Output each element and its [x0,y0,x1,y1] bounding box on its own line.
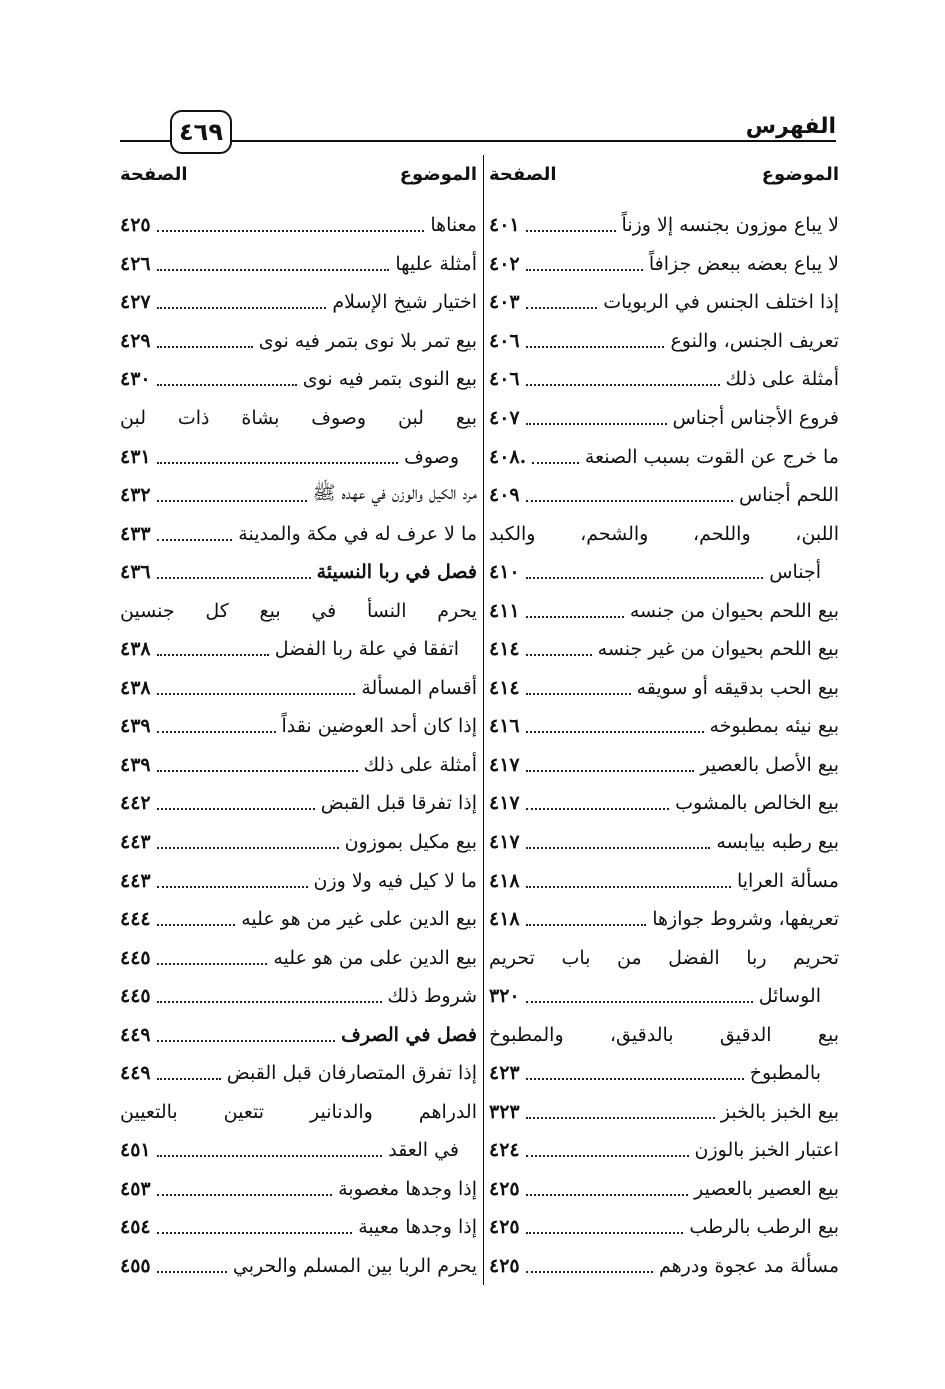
entry-page-number: ٤١٤ [489,676,520,699]
entry-page-number: ٤١١ [489,599,520,622]
page-heading: الصفحة [120,164,188,185]
entry-page-number: ٤١٨ [489,908,520,931]
entry-page-number: ٤٢٣ [489,1062,520,1085]
dot-leader [526,307,598,309]
dot-leader [157,462,399,464]
header-rule-left [120,140,170,142]
entry-page-number: ٤٢٤ [489,1139,520,1162]
entry-topic: ما خرج عن القوت بسبب الصنعة [584,445,839,468]
entry-page-number: ٤١٦ [489,715,520,738]
index-column-left [120,160,477,1285]
index-entry [120,861,477,900]
entry-topic: أمثلة عليها [395,252,477,275]
entry-topic: مسألة العرايا [736,869,839,892]
index-column-right [489,160,839,1285]
index-entry [120,784,477,823]
dot-leader [526,384,720,386]
entry-topic: اختيار شيخ الإسلام [332,291,477,314]
entry-topic: فصل في الصرف [341,1023,477,1046]
entry-topic: وصوف [404,445,459,468]
entry-topic: إذا كان أحد العوضين نقداً [281,715,477,738]
dot-leader [157,500,307,502]
entry-page-number: ٤٢٥ [120,214,151,237]
dot-leader [526,654,592,656]
entry-page-number: ٤٢٥ [489,1255,520,1278]
dot-leader [526,1271,653,1273]
entry-page-number: ٤٣٢ [120,484,151,507]
index-entry [489,1054,839,1093]
dot-leader [532,462,579,464]
dot-leader [157,230,425,232]
entry-page-number: ٤٥٥ [120,1255,151,1278]
index-entry [120,437,477,476]
page-title: الفهرس [745,114,836,139]
index-entry [120,1247,477,1286]
entry-topic: في العقد [388,1139,459,1162]
index-entry [489,938,839,977]
entry-page-number: ٤٠٦ [489,329,520,352]
entry-page-number: ٤٤٣ [120,831,151,854]
entry-page-number: ٤٣٩ [120,715,151,738]
entry-page-number: ٤١٨ [489,869,520,892]
dot-leader [157,693,356,695]
entry-page-number: ٤٢٥ [489,1216,520,1239]
entry-topic: مرد الكيل والوزن في عهده ﷺ [312,482,477,505]
dot-leader [526,1155,689,1157]
entry-page-number: ٤٤٩ [120,1023,151,1046]
entry-topic: فصل في ربا النسيئة [316,561,477,584]
index-entry [489,437,839,476]
index-entry [489,245,839,284]
entry-page-number: ٤١٧ [489,792,520,815]
entry-topic: بيع الرطب بالرطب [689,1216,839,1239]
entry-topic: فروع الأجناس أجناس [672,407,839,429]
entry-page-number: ٤٠٩ [489,484,520,507]
entry-page-number: ٤٣١ [120,445,151,468]
dot-leader [526,346,665,348]
entry-topic: إذا وجدها مغصوبة [338,1177,477,1200]
dot-leader [157,1040,336,1042]
index-entry [489,977,839,1016]
index-entry [489,900,839,939]
entry-page-number: ٤٤٢ [120,792,151,815]
index-entry [489,322,839,361]
entry-topic: بيع النوى بتمر فيه نوى [302,368,477,391]
column-header [489,160,839,206]
index-entry [489,1015,839,1054]
entry-page-number: ٣٢٣ [489,1100,520,1123]
entry-topic: يحرم الربا بين المسلم والحربي [232,1255,477,1278]
dot-leader [157,269,390,271]
entry-page-number: ٤٠٧ [489,407,520,429]
entry-topic: لا يباع موزون بجنسه إلا وزناً [621,214,839,237]
index-entry [120,1054,477,1093]
index-entry [120,360,477,399]
dot-leader [157,1078,221,1080]
entry-page-number: ٤١٤ [489,638,520,661]
index-entry [120,206,477,245]
page-header [120,100,836,150]
dot-leader [157,654,269,656]
index-entry [120,283,477,322]
entry-page-number: ٤٣٣ [120,522,151,545]
topic-heading: الموضوع [761,164,839,185]
entry-topic: بيع الدين على من هو عليه [273,946,477,969]
index-entry [120,1015,477,1054]
entry-topic: يحرم النسأ في بيع كل جنسين [120,599,477,622]
entry-topic: بيع الخبز بالخبز [720,1100,839,1123]
index-entry [489,861,839,900]
index-entry [489,399,839,438]
index-entry [489,514,839,553]
dot-leader [157,731,276,733]
index-entry [120,1093,477,1132]
index-entry [120,1170,477,1209]
index-entry [489,630,839,669]
dot-leader [157,577,311,579]
page-heading: الصفحة [489,164,557,185]
dot-leader [526,577,764,579]
dot-leader [526,693,631,695]
dot-leader [526,808,669,810]
entry-page-number: ٣٢٠ [489,985,520,1008]
entry-topic: الوسائل [758,985,821,1008]
entry-topic: لا يباع بعضه ببعض جزافاً [648,252,839,275]
entry-topic: بيع الدين على غير من هو عليه [241,908,477,931]
index-entry [489,1170,839,1209]
entry-topic: إذا تفرق المتصارفان قبل القبض [226,1062,477,1085]
entry-topic: بيع اللحم بحيوان من غير جنسه [597,638,839,661]
entry-page-number: ٤٤٣ [120,869,151,892]
index-entry [489,823,839,862]
index-entry [120,900,477,939]
entry-topic: بالمطبوخ [749,1062,821,1085]
entry-page-number: ٤٠١ [489,214,520,237]
dot-leader [526,616,624,618]
entry-topic: إذا وجدها معيبة [358,1216,477,1239]
index-entry [489,1208,839,1247]
entry-topic: أجناس [769,561,821,584]
index-entry [489,591,839,630]
page-number: ٤٦٩ [170,110,232,154]
index-entry [120,977,477,1016]
header-rule [230,140,836,142]
entry-page-number: ٤٣٠ [120,368,151,391]
entry-topic: اتفقا في علة ربا الفضل [274,638,459,661]
entry-topic: بيع لبن وصوف بشاة ذات لبن [120,407,477,429]
entry-topic: أمثلة على ذلك [725,368,839,391]
topic-heading: الموضوع [399,164,477,185]
index-entry [489,476,839,515]
index-entry [120,476,477,515]
dot-leader [526,269,643,271]
entry-topic: بيع الدقيق بالدقيق، والمطبوخ [489,1023,839,1046]
index-entry [489,1131,839,1170]
entry-topic: بيع العصير بالعصير [694,1177,839,1200]
index-entry [120,938,477,977]
entry-page-number: ٤٠٦ [489,368,520,391]
index-entry [120,746,477,785]
dot-leader [526,1232,684,1234]
dot-leader [526,1194,689,1196]
index-entry [489,283,839,322]
dot-leader [157,346,253,348]
index-entry [489,1247,839,1286]
index-entry [120,823,477,862]
entry-page-number: ٤١٠ [489,561,520,584]
index-entry [120,1208,477,1247]
index-entry [120,591,477,630]
entry-page-number: ٤٤٥ [120,946,151,969]
index-entry [489,1093,839,1132]
entry-topic: تحريم ربا الفضل من باب تحريم [489,946,839,969]
entry-page-number: ٤٣٦ [120,561,151,584]
entry-topic: بيع الخالص بالمشوب [675,792,839,815]
index-entry [489,669,839,708]
entry-page-number: ٤٣٨ [120,638,151,661]
dot-leader [526,886,731,888]
entry-topic: اللبن، واللحم، والشحم، والكبد [489,522,839,545]
index-entry [120,669,477,708]
dot-leader [526,847,711,849]
entry-topic: بيع اللحم بحيوان من جنسه [629,599,839,622]
entry-topic: ما لا عرف له في مكة والمدينة [238,522,477,545]
dot-leader [157,539,233,541]
entry-page-number: ٤٠٢ [489,252,520,275]
entry-page-number: ٤٠٣ [489,291,520,314]
entry-page-number: ٤١٧ [489,831,520,854]
index-list [489,206,839,1285]
column-header [120,160,477,206]
dot-leader [157,770,358,772]
entry-page-number: ٤١٧ [489,753,520,776]
index-entry [489,746,839,785]
index-entry [489,553,839,592]
entry-page-number: ٤٣٨ [120,676,151,699]
entry-page-number: ٤٢٩ [120,329,151,352]
entry-topic: بيع مكيل بموزون [344,831,477,854]
entry-page-number: ٤٥٣ [120,1177,151,1200]
dot-leader [157,1271,227,1273]
entry-page-number: ٤٣٩ [120,753,151,776]
dot-leader [157,924,236,926]
entry-page-number: ٤٤٤ [120,908,151,931]
entry-page-number: .٤٠٨ [489,445,527,468]
index-entry [120,553,477,592]
entry-topic: تعريفها، وشروط جوازها [652,908,839,931]
entry-topic: معناها [430,214,477,237]
entry-page-number: ٤٢٥ [489,1177,520,1200]
column-divider [483,155,484,1285]
index-entry [120,245,477,284]
entry-page-number: ٤٢٧ [120,291,151,314]
index-entry [120,1131,477,1170]
entry-topic: مسألة مد عجوة ودرهم [658,1255,839,1278]
dot-leader [526,423,667,425]
dot-leader [157,808,315,810]
entry-topic: بيع الحب بدقيقه أو سويقه [636,676,839,699]
dot-leader [526,1001,753,1003]
dot-leader [526,731,704,733]
dot-leader [157,1232,353,1234]
index-entry [120,514,477,553]
dot-leader [157,307,327,309]
dot-leader [526,770,695,772]
dot-leader [157,384,297,386]
entry-topic: أمثلة على ذلك [363,753,477,776]
entry-topic: بيع رطبه بيابسه [716,831,839,854]
entry-page-number: ٤٤٥ [120,985,151,1008]
index-entry [489,360,839,399]
dot-leader [157,1155,383,1157]
entry-page-number: ٤٥١ [120,1139,151,1162]
dot-leader [157,963,268,965]
entry-topic: إذا تفرقا قبل القبض [320,792,477,815]
entry-topic: اعتبار الخبز بالوزن [694,1139,839,1162]
dot-leader [526,1117,715,1119]
entry-topic: بيع تمر بلا نوى بتمر فيه نوى [258,329,477,352]
index-entry [120,630,477,669]
index-list [120,206,477,1285]
entry-topic: بيع الأصل بالعصير [700,753,839,776]
entry-page-number: ٤٢٦ [120,252,151,275]
dot-leader [526,230,616,232]
index-entry [489,707,839,746]
entry-page-number: ٤٥٤ [120,1216,151,1239]
entry-topic: شروط ذلك [387,985,477,1008]
entry-topic: إذا اختلف الجنس في الربويات [603,291,839,314]
dot-leader [157,1001,382,1003]
entry-topic: تعريف الجنس، والنوع [670,329,839,352]
index-entry [120,399,477,438]
entry-topic: الدراهم والدنانير تتعين بالتعيين [120,1100,477,1123]
entry-page-number: ٤٤٩ [120,1062,151,1085]
dot-leader [157,1194,332,1196]
index-entry [120,322,477,361]
dot-leader [526,1078,744,1080]
entry-topic: أقسام المسألة [361,676,477,699]
index-entry [489,206,839,245]
entry-topic: اللحم أجناس [738,484,839,507]
entry-topic: بيع نيئه بمطبوخه [709,715,839,738]
dot-leader [526,500,733,502]
entry-topic: ما لا كيل فيه ولا وزن [313,869,477,892]
dot-leader [526,924,647,926]
dot-leader [157,886,308,888]
index-entry [120,707,477,746]
index-entry [489,784,839,823]
dot-leader [157,847,339,849]
